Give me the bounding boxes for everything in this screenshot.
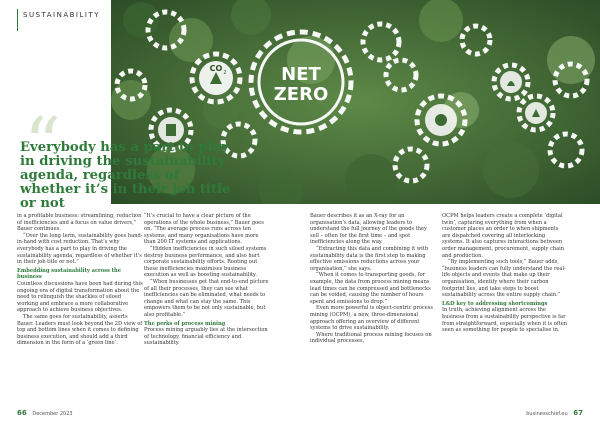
- pull-quote-headline: Everybody has a part to play in driving the sustainability agenda, regardless of whether it’s in their job title or not: [20, 140, 231, 211]
- paragraph: Bauer describes it as an X-ray for an organisation’s data, allowing leaders to understand the full journey of the goods they sell – often for the first time – and spot inefficiencies along the way.: [310, 213, 427, 246]
- paragraph: in a profitable business: streamlining, reduction of inefficiencies and a focus on value drivers,” Bauer continues.: [17, 213, 142, 233]
- paragraph: “Over the long term, sustainability goes hand-in-hand with cost reduction. That’s why everybody has a part to play in driving the sustainability agenda, regardless of whether it’s in their job title or not.”: [17, 232, 143, 266]
- article-column-1: [17, 213, 143, 347]
- page-number-right: 67: [573, 409, 583, 417]
- footer-right: [526, 409, 583, 417]
- paragraph: Countless discussions have been had during this ongoing era of digital transformation about the need to relinquish the shackles of siloed working and embrace a more collaborative approach to achieve business objectives.: [17, 280, 143, 314]
- co2-icon-sub: 2: [223, 70, 227, 76]
- site-name: businesschief.eu: [526, 411, 568, 417]
- co2-icon-label: CO: [209, 64, 223, 73]
- section-rule: [17, 9, 18, 31]
- quote-mark-icon: “: [24, 102, 61, 186]
- section-label: SUSTAINABILITY: [23, 11, 101, 19]
- article-column-4: [442, 213, 568, 334]
- paragraph: Even more powerful is object-centric process mining (OCPM), a new, three-dimensional approach offering an overview of different systems to drive sustainability.: [310, 305, 434, 332]
- paragraph: “It’s crucial to have a clear picture of the operations of the whole business,” Bauer goes on. “The average process runs across ten systems, and many organisations have more than 200 IT systems and applications.: [144, 213, 264, 246]
- paragraph: Where traditional process mining focuses on individual processes,: [310, 331, 432, 345]
- paragraph: “When it comes to transporting goods, for example, the data from process mining means lead times can be compressed and bottlenecks can be voided, causing the number of hours spent and emissions to drop.”: [310, 272, 431, 305]
- subheading: The perks of process mining: [144, 320, 226, 327]
- paragraph: In truth, achieving alignment across the business from a sustainability perspective is far from straightforward, especially when it is often seen as something for people to specialise in.: [442, 307, 568, 334]
- subheading: L&D key to addressing shortcomings: [442, 300, 548, 307]
- issue-date: December 2023: [32, 411, 73, 417]
- paragraph: OCPM helps leaders create a complete ‘digital twin’, capturing everything from when a customer places an order to when shipments are dispatched covering all interlocking systems. It also captures interactions between order management, procurement, supply chain and production.: [442, 213, 565, 259]
- page-number-left: 66: [17, 409, 27, 417]
- paragraph: “When businesses get that end-to-end picture of all their processes, they can see what inefficiencies can be eliminated, what needs to change and what can stay the same. This empowers them to be not only sustainable, but also profitable.”: [144, 278, 269, 318]
- paragraph: “Extracting this data and combining it with sustainability data is the first step to making effective emissions reductions across your organisation,” she says.: [310, 245, 429, 272]
- footer-left: [17, 409, 73, 417]
- paragraph: “Hidden inefficiencies in such siloed systems destroy business performance, and also hurt corporate sustainability efforts. Rooting out these inefficiencies maximises business execution as well as boosting sustainability.: [144, 245, 267, 279]
- article-column-2: [144, 213, 270, 347]
- article-column-3: [310, 213, 436, 345]
- net-zero-line2: ZERO: [273, 84, 329, 105]
- subheading: Embedding sustainability across the business: [17, 267, 121, 281]
- paragraph: “By implementing such tools,” Bauer adds, “business leaders can fully understand the real-life objects and events that make up their organisation, identify where their carbon footprint lies, and take steps to boost sustainability across the entire supply chain.”: [442, 259, 566, 299]
- paragraph: The same goes for sustainability, asserts Bauer. Leaders must look beyond the 2D view of top and bottom lines when it comes to defining business execution, and should add a third dimension in the form of a ‘green line’.: [17, 313, 143, 347]
- paragraph: Process mining arguably lies at the intersection of technology, financial efficiency and sustainability.: [144, 327, 268, 347]
- net-zero-line1: NET: [281, 64, 321, 85]
